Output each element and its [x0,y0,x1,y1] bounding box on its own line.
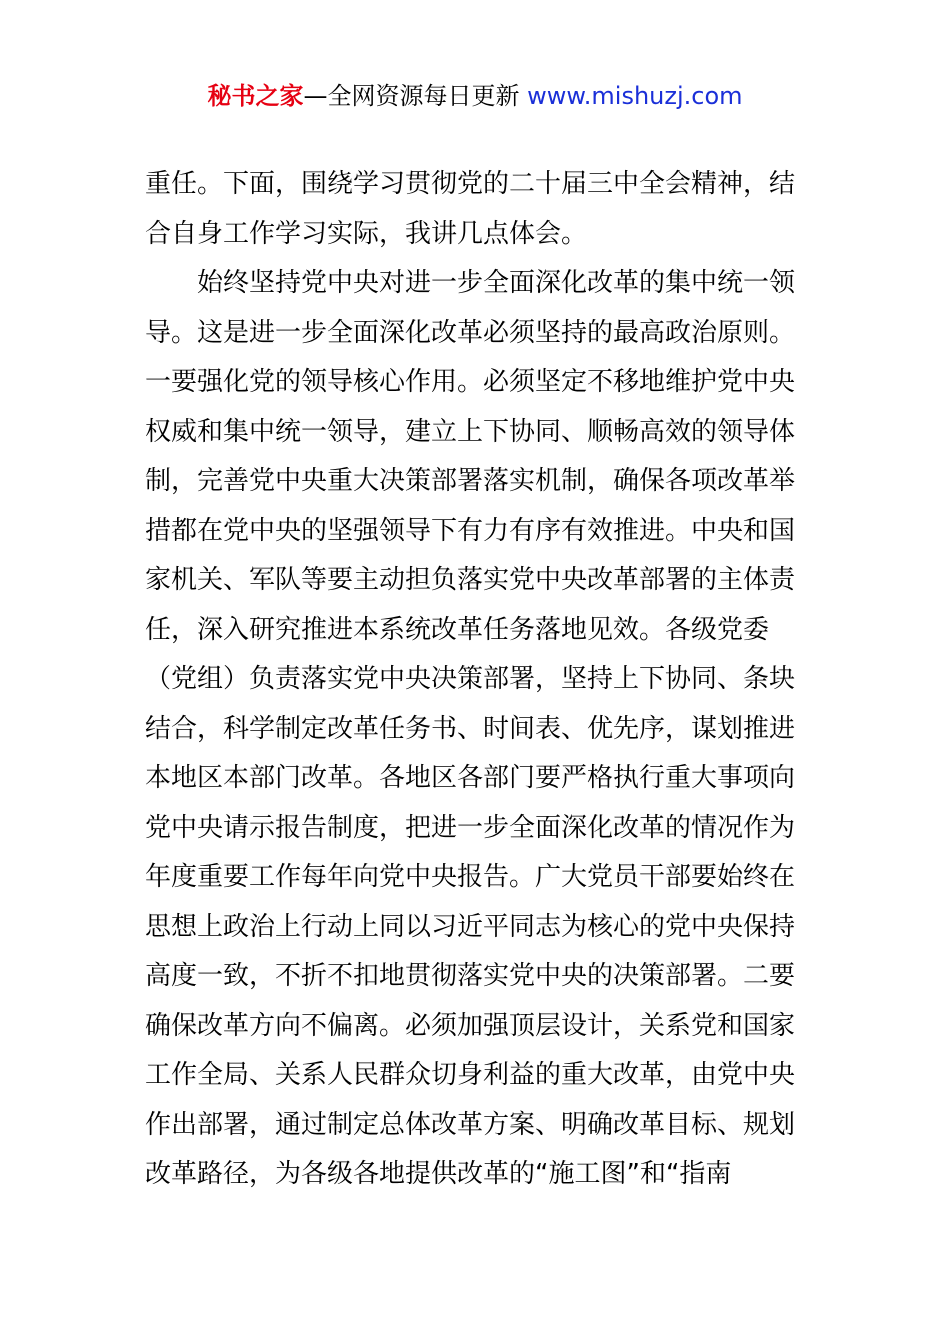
text-line: 年度重要工作每年向党中央报告。广大党员干部要始终在 [145,862,796,892]
text-line: 高度一致，不折不扣地贯彻落实党中央的决策部署。二要 [145,961,796,991]
text-line: 改革路径，为各级各地提供改革的“施工图”和“指南 [145,1159,732,1189]
text-line: 作出部署，通过制定总体改革方案、明确改革目标、规划 [145,1109,796,1140]
text-line: 制，完善党中央重大决策部署落实机制，确保各项改革举 [145,466,796,496]
text-line: 本地区本部门改革。各地区各部门要严格执行重大事项向 [145,763,796,793]
text-line: 一要强化党的领导核心作用。必须坚定不移地维护党中央 [145,367,796,397]
text-line: 家机关、军队等要主动担负落实党中央改革部署的主体责 [145,565,796,595]
document-body [145,160,810,1200]
header-tagline: —全网资源每日更新 [303,82,520,110]
site-url-link[interactable]: www.mishuzj.com [527,82,743,110]
text-line: 权威和集中统一领导，建立上下协同、顺畅高效的领导体 [145,416,796,447]
brand-name: 秘书之家 [207,82,304,110]
text-line: 结合，科学制定改革任务书、时间表、优先序，谋划推进 [145,713,796,744]
text-line: 党中央请示报告制度，把进一步全面深化改革的情况作为 [145,812,796,843]
paragraph-start-line: 始终坚持党中央对进一步全面深化改革的集中统一领 [197,268,796,298]
site-header [0,78,950,114]
text-line: 导。这是进一步全面深化改革必须坚持的最高政治原则。 [145,317,796,348]
text-line: 措都在党中央的坚强领导下有力有序有效推进。中央和国 [145,515,796,546]
text-line: 任，深入研究推进本系统改革任务落地见效。各级党委 [145,614,770,645]
text-line: （党组）负责落实党中央决策部署，坚持上下协同、条块 [145,664,796,694]
text-line: 合自身工作学习实际，我讲几点体会。 [145,218,588,249]
text-line: 思想上政治上行动上同以习近平同志为核心的党中央保持 [145,911,796,942]
text-line: 重任。下面，围绕学习贯彻党的二十届三中全会精神，结 [145,169,796,199]
text-line: 工作全局、关系人民群众切身利益的重大改革，由党中央 [145,1060,796,1090]
text-line: 确保改革方向不偏离。必须加强顶层设计，关系党和国家 [145,1010,796,1041]
